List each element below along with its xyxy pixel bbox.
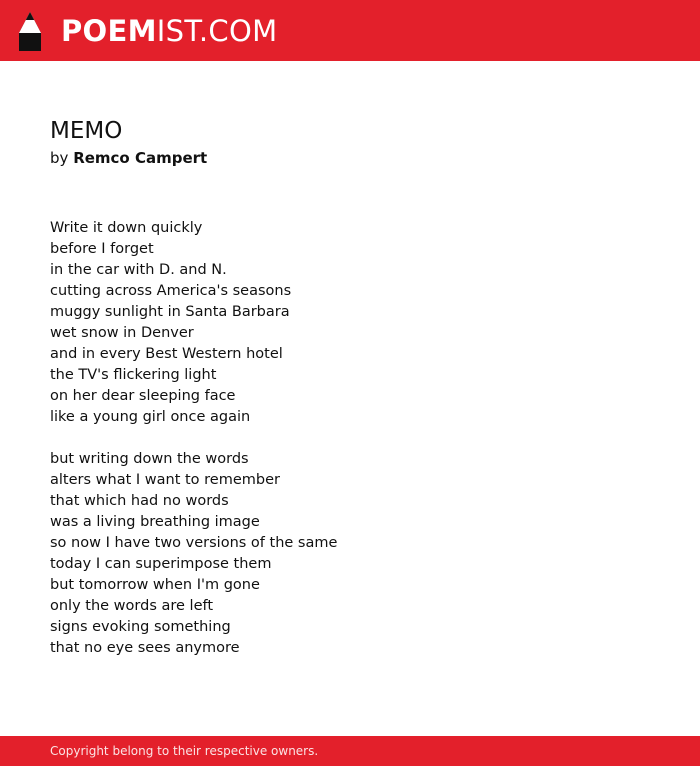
poem-line: on her dear sleeping face [50, 388, 236, 404]
poem-line: today I can superimpose them [50, 556, 272, 572]
poem-line: that which had no words [50, 493, 229, 509]
poem-line: Write it down quickly [50, 220, 203, 236]
poem-stanza-2 [50, 449, 650, 659]
poem-line: was a living breathing image [50, 514, 260, 530]
byline [50, 147, 650, 169]
poem-author: Remco Campert [73, 149, 208, 167]
site-logo-text [61, 10, 277, 52]
site-logo-link[interactable] [18, 10, 277, 52]
poem-line: wet snow in Denver [50, 325, 194, 341]
logo-bold-text: POEM [61, 14, 157, 48]
poem-line: but tomorrow when I'm gone [50, 577, 260, 593]
poem-line: muggy sunlight in Santa Barbara [50, 304, 290, 320]
poem-line: cutting across America's seasons [50, 283, 292, 299]
poem-line: that no eye sees anymore [50, 640, 240, 656]
poem-line: so now I have two versions of the same [50, 535, 338, 551]
poem-line: before I forget [50, 241, 154, 257]
poem-line: the TV's flickering light [50, 367, 217, 383]
poem-line: but writing down the words [50, 451, 249, 467]
poem-line: in the car with D. and N. [50, 262, 227, 278]
copyright-text: Copyright belong to their respective owners. [50, 744, 319, 758]
poem-line: like a young girl once again [50, 409, 251, 425]
top-header-bar [0, 0, 700, 61]
poem-stanza-1 [50, 218, 650, 428]
pencil-icon [18, 11, 42, 52]
poem-line: signs evoking something [50, 619, 231, 635]
logo-light-text: IST.COM [156, 14, 278, 48]
poem-content [50, 115, 650, 659]
poem-line: alters what I want to remember [50, 472, 280, 488]
poem-title: MEMO [50, 118, 123, 144]
poem-line: only the words are left [50, 598, 214, 614]
poem-line: and in every Best Western hotel [50, 346, 283, 362]
page-footer [0, 736, 700, 766]
byline-prefix: by [50, 149, 69, 167]
